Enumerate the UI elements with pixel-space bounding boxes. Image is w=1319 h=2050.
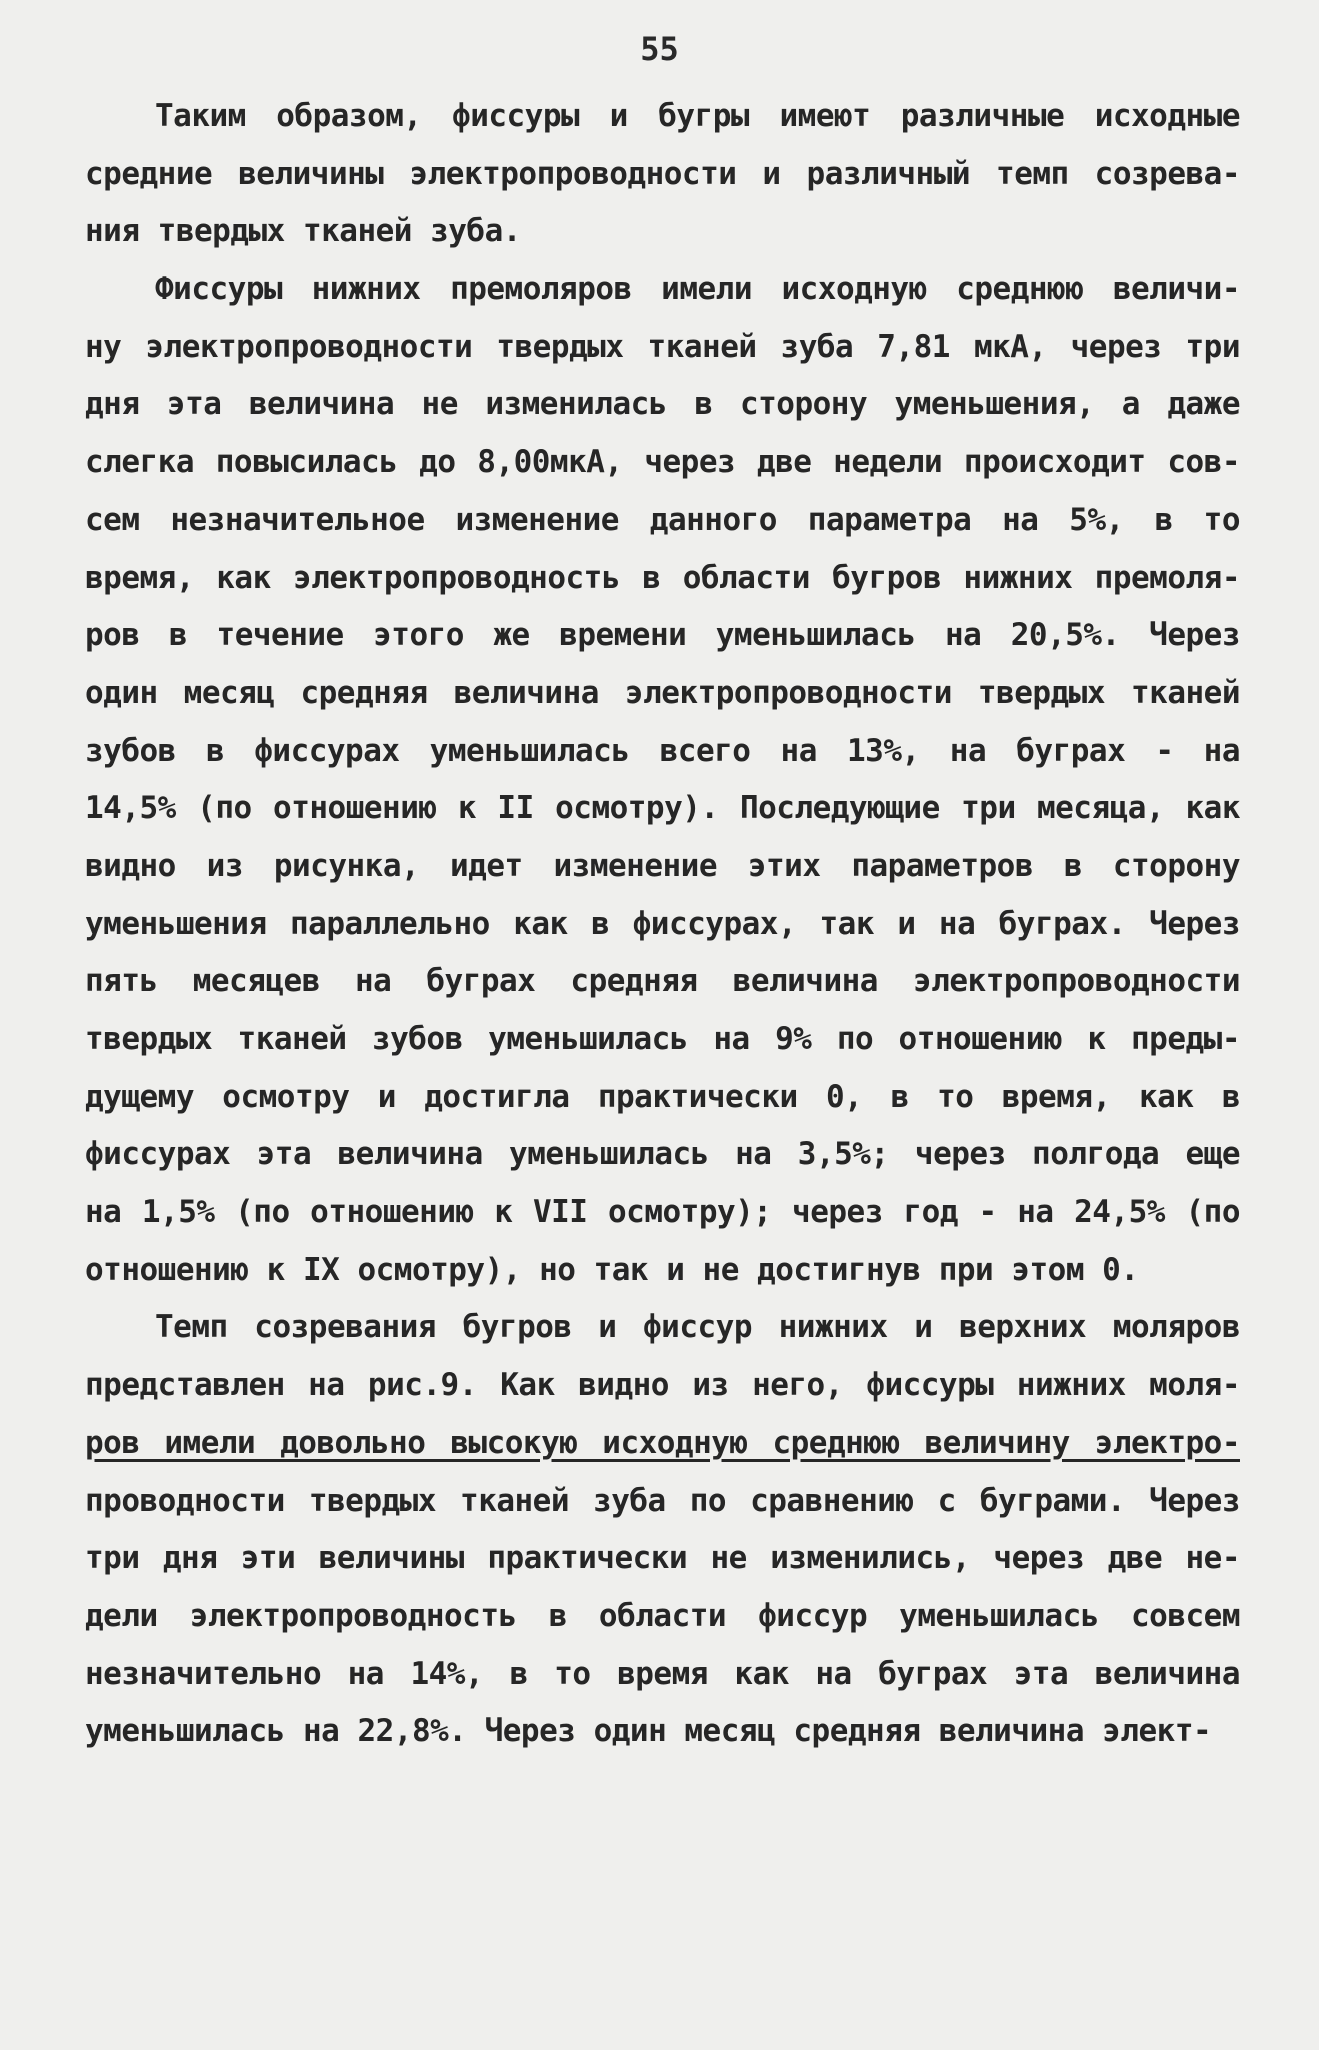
text-line: ну электропроводности твердых тканей зуба 7,81 мкА, через три: [85, 328, 1240, 365]
text-line: ров в течение этого же времени уменьшилась на 20,5%. Через: [85, 617, 1240, 654]
text-line: три дня эти величины практически не изменились, через две не-: [85, 1540, 1240, 1577]
text-line: Фиссуры нижних премоляров имели исходную среднюю величи-: [155, 271, 1240, 308]
text-line: слегка повысилась до 8,00мкА, через две недели происходит сов-: [85, 444, 1240, 481]
text-line: дущему осмотру и достигла практически 0, в то время, как в: [85, 1078, 1240, 1115]
text-line: незначительно на 14%, в то время как на буграх эта величина: [85, 1655, 1240, 1692]
text-line: зубов в фиссурах уменьшилась всего на 13%, на буграх - на: [85, 732, 1240, 769]
text-line: время, как электропроводность в области бугров нижних премоля-: [85, 559, 1240, 596]
text-line: сем незначительное изменение данного параметра на 5%, в то: [85, 501, 1240, 538]
page-number: 55: [640, 30, 679, 68]
text-line: твердых тканей зубов уменьшилась на 9% по отношению к преды-: [85, 1021, 1240, 1057]
text-line: Темп созревания бугров и фиссур нижних и верхних моляров: [155, 1309, 1240, 1346]
text-line: на 1,5% (по отношению к VII осмотру); через год - на 24,5% (по: [85, 1194, 1240, 1231]
underlined-text-line: ров имели довольно высокую исходную среднюю величину электро-: [85, 1424, 1240, 1461]
text-line: дня эта величина не изменилась в сторону уменьшения, а даже: [85, 386, 1240, 423]
text-line: дели электропроводность в области фиссур уменьшилась совсем: [85, 1597, 1240, 1634]
paragraph-2: [85, 261, 1240, 1299]
text-line: 14,5% (по отношению к II осмотру). Последующие три месяца, как: [85, 790, 1240, 827]
text-line: ния твердых тканей зуба.: [85, 213, 521, 250]
text-line: Таким образом, фиссуры и бугры имеют различные исходные: [155, 98, 1240, 134]
text-line: видно из рисунка, идет изменение этих параметров в сторону: [85, 847, 1240, 884]
text-line: представлен на рис.9. Как видно из него, фиссуры нижних моля-: [85, 1367, 1240, 1404]
text-line: один месяц средняя величина электропроводности твердых тканей: [85, 674, 1240, 711]
paragraph-1: [85, 88, 1240, 261]
text-line: пять месяцев на буграх средняя величина электропроводности: [85, 963, 1240, 1000]
text-line: отношению к IX осмотру), но так и не достигнув при этом 0.: [85, 1251, 1139, 1288]
document-body: [85, 88, 1240, 1761]
paragraph-3: [85, 1299, 1240, 1761]
text-line: проводности твердых тканей зуба по сравнению с буграми. Через: [85, 1482, 1240, 1519]
text-line: средние величины электропроводности и различный темп созрева-: [85, 155, 1240, 192]
text-line: фиссурах эта величина уменьшилась на 3,5%; через полгода еще: [85, 1136, 1240, 1173]
text-line: уменьшения параллельно как в фиссурах, так и на буграх. Через: [85, 905, 1240, 942]
text-line: уменьшилась на 22,8%. Через один месяц средняя величина элект-: [85, 1713, 1212, 1750]
